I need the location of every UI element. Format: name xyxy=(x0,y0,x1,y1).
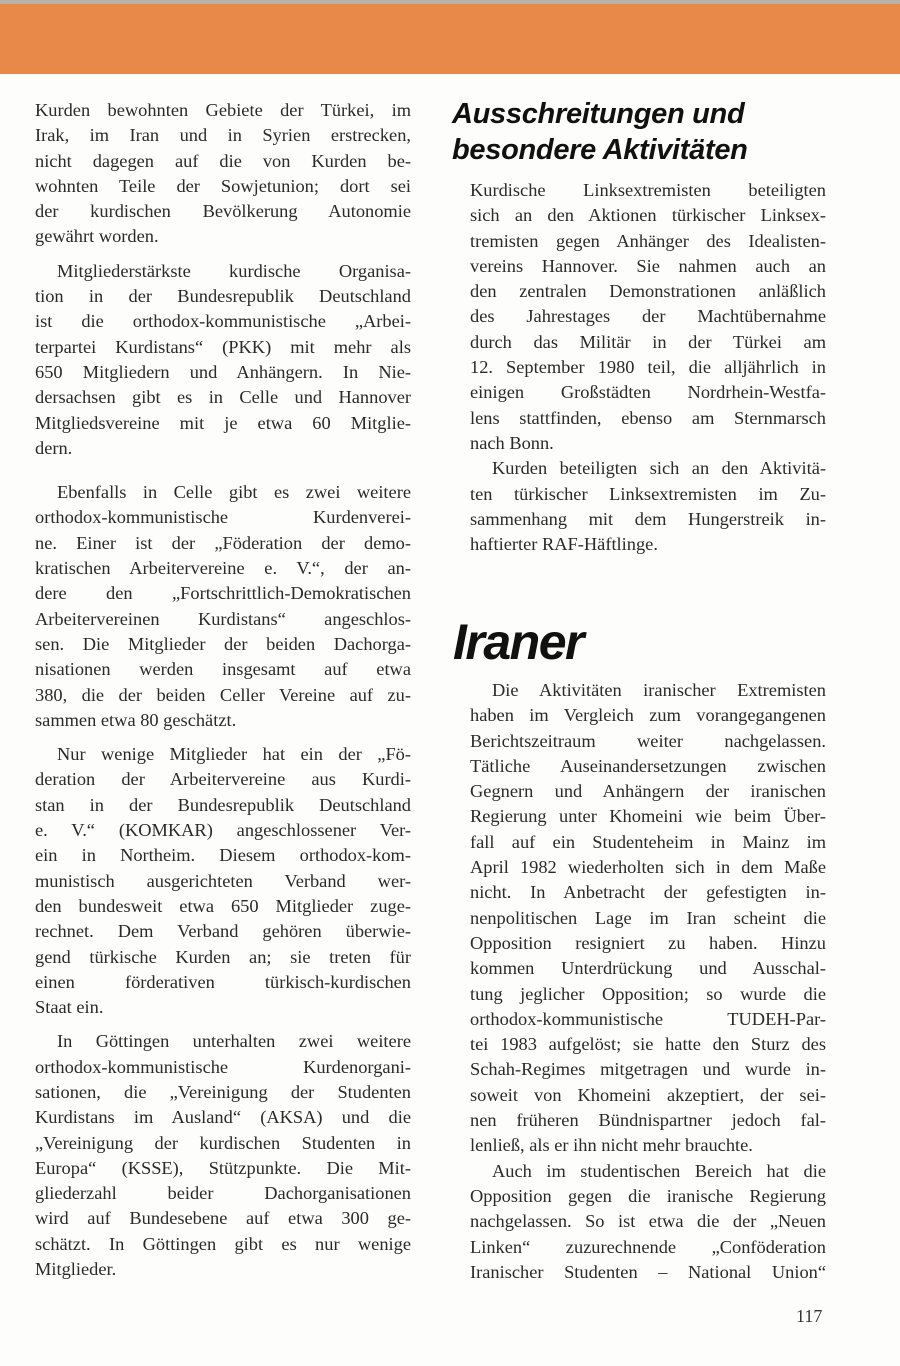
text-line: wohnten Teile der Sowjetunion; dort sei xyxy=(35,175,411,196)
text-line: soweit von Khomeini akzeptiert, der sei- xyxy=(470,1084,826,1105)
paragraph xyxy=(470,178,826,456)
left-column xyxy=(35,98,411,1282)
text-line: schätzt. In Göttingen gibt es nur wenige xyxy=(35,1233,411,1254)
text-line: vereins Hannover. Sie nahmen auch an xyxy=(470,255,826,276)
header-color-band xyxy=(0,4,900,74)
section-heading-ausschreitungen xyxy=(452,96,748,168)
text-line: des Jahrestages der Machtübernahme xyxy=(470,306,826,327)
text-line: deration der Arbeitervereine aus Kurdi- xyxy=(35,769,411,790)
text-line: Kurdistans im Ausland“ (AKSA) und die xyxy=(35,1107,411,1128)
text-line: orthodox-kommunistische TUDEH-Par- xyxy=(470,1008,826,1029)
text-line: terpartei Kurdistans“ (PKK) mit mehr als xyxy=(35,336,411,357)
text-line: gend türkische Kurden an; sie treten für xyxy=(35,946,411,967)
text-line: Irak, im Iran und in Syrien erstrecken, xyxy=(35,125,411,146)
text-line: nach Bonn. xyxy=(470,432,554,453)
text-line: nisationen werden insgesamt auf etwa xyxy=(35,659,411,680)
text-line: April 1982 wiederholten sich in dem Maße xyxy=(470,857,826,878)
paragraph xyxy=(35,1029,411,1282)
text-line: nenpolitischen Lage im Iran scheint die xyxy=(470,907,826,928)
text-line: lenließ, als er ihn nicht mehr brauchte. xyxy=(470,1135,753,1156)
text-line: orthodox-kommunistische Kurdenverei- xyxy=(35,507,411,528)
text-line: Auch im studentischen Bereich hat die xyxy=(492,1160,826,1181)
text-line: sammenhang mit dem Hungerstreik in- xyxy=(470,508,826,529)
text-line: Schah-Regimes mitgetragen und wurde in- xyxy=(470,1059,826,1080)
text-line: orthodox-kommunistische Kurdenorgani- xyxy=(35,1056,411,1077)
heading-line: Ausschreitungen und xyxy=(452,98,745,130)
text-line: Gegnern und Anhängern der iranischen xyxy=(470,781,826,802)
text-line: sen. Die Mitglieder der beiden Dachorga- xyxy=(35,633,411,654)
text-line: ein in Northeim. Diesem orthodox-kom- xyxy=(35,845,411,866)
text-line: einen förderativen türkisch-kurdischen xyxy=(35,971,411,992)
text-line: Mitglieder. xyxy=(35,1259,117,1280)
text-line: nicht dagegen auf die von Kurden be- xyxy=(35,150,411,171)
text-line: der kurdischen Bevölkerung Autonomie xyxy=(35,201,411,222)
text-line: den bundesweit etwa 650 Mitglieder zuge- xyxy=(35,895,411,916)
text-line: Mitgliedsvereine mit je etwa 60 Mitglie- xyxy=(35,412,411,433)
paragraph xyxy=(35,259,411,461)
text-line: Tätliche Auseinandersetzungen zwischen xyxy=(470,755,826,776)
text-line: Europa“ (KSSE), Stützpunkte. Die Mit- xyxy=(35,1157,411,1178)
text-line: stan in der Bundesrepublik Deutschland xyxy=(35,794,411,815)
text-line: Ebenfalls in Celle gibt es zwei weitere xyxy=(57,482,411,503)
text-line: Arbeitervereinen Kurdistans“ angeschlos- xyxy=(35,608,411,629)
right-column-section2 xyxy=(470,678,826,1285)
text-line: nicht. In Anbetracht der gefestigten in- xyxy=(470,882,826,903)
text-line: Kurdische Linksextremisten beteiligten xyxy=(470,180,826,200)
text-line: Nur wenige Mitglieder hat ein der „Fö- xyxy=(57,744,411,765)
text-line: 380, die der beiden Celler Vereine auf zu- xyxy=(35,684,411,705)
text-line: sich an den Aktionen türkischer Linksex- xyxy=(470,205,826,226)
text-line: ist die orthodox-kommunistische „Arbei- xyxy=(35,311,411,332)
text-line: haftierter RAF-Häftlinge. xyxy=(470,534,658,555)
text-line: fall auf ein Studenteheim in Mainz im xyxy=(470,831,826,852)
text-line: gliederzahl beider Dachorganisationen xyxy=(35,1183,411,1204)
paragraph xyxy=(35,742,411,1020)
paragraph xyxy=(470,456,826,557)
text-line: Kurden beteiligten sich an den Aktivitä- xyxy=(492,458,826,479)
text-line: ne. Einer ist der „Föderation der demo- xyxy=(35,532,411,553)
text-line: lens stattfinden, ebenso am Sternmarsch xyxy=(470,407,826,428)
text-line: Regierung unter Khomeini wie beim Über- xyxy=(470,806,826,827)
text-line: 650 Mitgliedern und Anhängern. In Nie- xyxy=(35,361,411,382)
text-line: tremisten gegen Anhänger des Idealisten- xyxy=(470,230,826,251)
text-line: ten türkischer Linksextremisten im Zu- xyxy=(470,483,826,504)
text-line: Iranischer Studenten – National Union“ xyxy=(470,1261,826,1282)
text-line: Die Aktivitäten iranischer Extremisten xyxy=(492,680,826,700)
text-line: tion in der Bundesrepublik Deutschland xyxy=(35,286,411,307)
text-line: sationen, die „Vereinigung der Studenten xyxy=(35,1081,411,1102)
text-line: Mitgliederstärkste kurdische Organisa- xyxy=(57,260,411,281)
text-line: den zentralen Demonstrationen anläßlich xyxy=(470,281,826,302)
right-column-section1 xyxy=(470,178,826,557)
text-line: munistisch ausgerichteten Verband wer- xyxy=(35,870,411,891)
text-line: kratischen Arbeitervereine e. V.“, der an- xyxy=(35,558,411,579)
paragraph xyxy=(35,480,411,733)
text-line: „Vereinigung der kurdischen Studenten in xyxy=(35,1132,411,1153)
paragraph xyxy=(470,1159,826,1285)
paragraph xyxy=(35,98,411,250)
text-line: Opposition resigniert zu haben. Hinzu xyxy=(470,932,826,953)
text-line: tung jeglicher Opposition; so wurde die xyxy=(470,983,826,1004)
text-line: haben im Vergleich zum vorangegangenen xyxy=(470,705,826,726)
text-line: durch das Militär in der Türkei am xyxy=(470,331,826,352)
text-line: Staat ein. xyxy=(35,997,104,1018)
text-line: dere den „Fortschrittlich-Demokratischen xyxy=(35,583,411,604)
text-line: tei 1983 aufgelöst; sie hatte den Sturz des xyxy=(470,1034,826,1055)
page-number: 117 xyxy=(796,1306,823,1326)
text-line: 12. September 1980 teil, die alljährlich in xyxy=(470,357,826,378)
text-line: gewährt worden. xyxy=(35,226,159,247)
paragraph xyxy=(470,678,826,1159)
text-line: sammen etwa 80 geschätzt. xyxy=(35,709,237,730)
text-line: dersachsen gibt es in Celle und Hannover xyxy=(35,387,411,408)
text-line: dern. xyxy=(35,437,73,458)
text-line: nen früheren Bündnispartner jedoch fal- xyxy=(470,1110,826,1131)
text-line: Opposition gegen die iranische Regierung xyxy=(470,1185,826,1206)
text-line: einigen Großstädten Nordrhein-Westfa- xyxy=(470,382,826,403)
text-line: wird auf Bundesebene auf etwa 300 ge- xyxy=(35,1208,411,1229)
text-line: e. V.“ (KOMKAR) angeschlossener Ver- xyxy=(35,820,411,841)
text-line: Berichtszeitraum weiter nachgelassen. xyxy=(470,730,826,751)
text-line: kommen Unterdrückung und Ausschal- xyxy=(470,958,826,979)
heading-line: besondere Aktivitäten xyxy=(452,134,748,166)
text-line: rechnet. Dem Verband gehören überwie- xyxy=(35,921,411,942)
text-line: In Göttingen unterhalten zwei weitere xyxy=(57,1031,411,1052)
text-line: nachgelassen. So ist etwa die der „Neuen xyxy=(470,1211,826,1232)
text-line: Kurden bewohnten Gebiete der Türkei, im xyxy=(35,100,411,120)
text-line: Linken“ zuzurechnende „Conföderation xyxy=(470,1236,826,1257)
section-heading-iraner: Iraner xyxy=(453,614,583,670)
